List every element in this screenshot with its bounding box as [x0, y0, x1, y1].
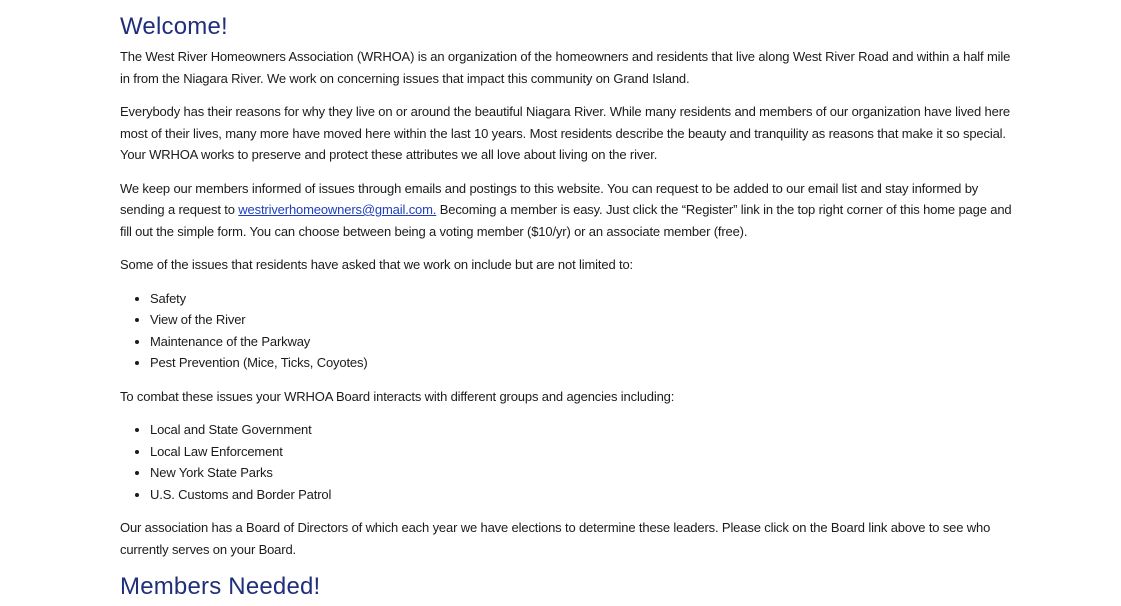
- issues-intro: Some of the issues that residents have asked that we work on include but are not limited to:: [120, 257, 633, 272]
- list-item: • Safety: [150, 288, 1020, 310]
- agencies-intro: To combat these issues your WRHOA Board interacts with different groups and agencies including:: [120, 388, 675, 404]
- list-item: • Local Law Enforcement: [150, 441, 1020, 463]
- informed-text-before: We keep our members informed of issues through emails and postings to this website. You can request to be added to our email list and stay informed by sending a request to: [120, 180, 979, 217]
- email-link[interactable]: westriverhomeowners@gmail.com.: [238, 202, 437, 217]
- list-item: • U.S. Customs and Border Patrol: [150, 484, 1020, 506]
- agencies-list: [120, 419, 1020, 505]
- reasons-paragraph: Everybody has their reasons for why they live on or around the beautiful Niagara River. While many residents and members of our organization have lived here most of their lives, many more have moved here within the last 10 years. Most residents describe the beauty and tranquility as reasons that make it so special. Your WRHOA works to preserve and protect these attributes we all love about living on the river.: [120, 104, 1010, 162]
- informed-text-after: Becoming a member is easy. Just click the “Register” link in the top right corner of this home page and fill out the simple form. You can choose between being a voting member ($10/yr) or an associate member (free).: [120, 202, 1012, 239]
- informed-paragraph: [120, 178, 1020, 243]
- list-item: • New York State Parks: [150, 462, 1020, 484]
- board-paragraph: Our association has a Board of Directors of which each year we have elections to determine these leaders. Please click on the Board link above to see who currently serves on your Board.: [120, 520, 991, 557]
- list-item: • View of the River: [150, 309, 1020, 331]
- list-item: • Pest Prevention (Mice, Ticks, Coyotes): [150, 352, 1020, 374]
- issues-list: [120, 288, 1020, 374]
- intro-paragraph: The West River Homeowners Association (WRHOA) is an organization of the homeowners and residents that live along West River Road and within a half mile in from the Niagara River. We work on concerning issues that impact this community on Grand Island.: [120, 49, 1011, 86]
- list-item: • Maintenance of the Parkway: [150, 331, 1020, 353]
- members-needed-heading: Members Needed!: [120, 573, 321, 600]
- welcome-heading: Welcome!: [120, 13, 228, 40]
- list-item: • Local and State Government: [150, 419, 1020, 441]
- main-content: [120, 10, 1020, 606]
